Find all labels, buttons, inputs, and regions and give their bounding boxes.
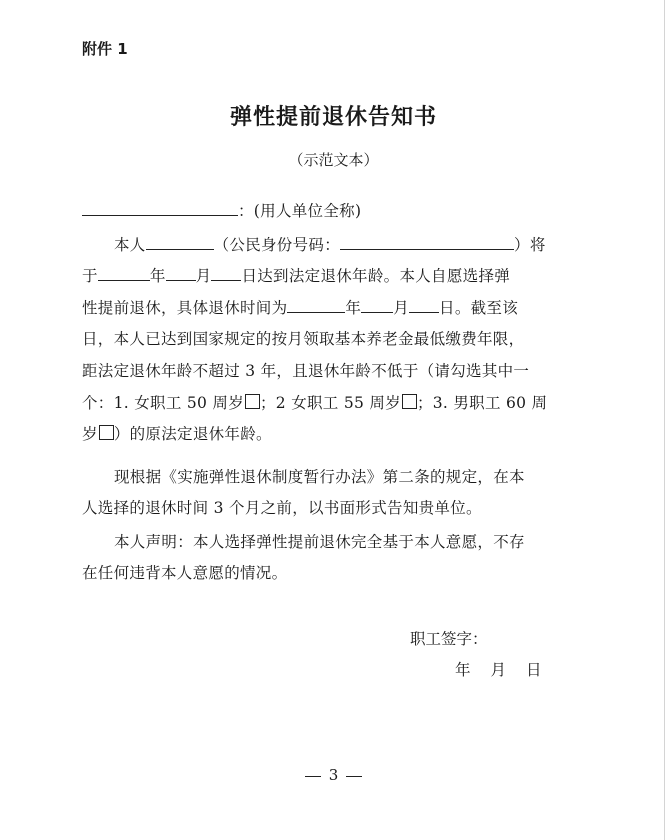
- retire-month-blank[interactable]: [361, 298, 393, 313]
- para1-line3: [82, 296, 518, 318]
- option3-checkbox[interactable]: [99, 425, 114, 440]
- text-segment: 本人: [114, 236, 146, 254]
- para2-line2: 人选择的退休时间 3 个月之前，以书面形式告知贵单位。: [82, 499, 482, 517]
- text-segment: 于: [82, 267, 98, 285]
- text-segment: 日达到法定退休年龄。本人自愿选择弹: [241, 267, 511, 285]
- text-segment: ；3. 男职工 60 周: [416, 394, 548, 412]
- text-segment: 性提前退休，具体退休时间为: [82, 299, 288, 317]
- para3-line2: 在任何违背本人意愿的情况。: [82, 564, 288, 582]
- id-number-blank[interactable]: [340, 235, 514, 250]
- retire-year-blank[interactable]: [287, 298, 345, 313]
- legal-year-blank[interactable]: [98, 266, 150, 281]
- date-day-label: 日: [526, 661, 542, 679]
- para2-line1: 现根据《实施弹性退休制度暂行办法》第二条的规定，在本: [114, 468, 525, 486]
- document-subtitle: （示范文本）: [288, 151, 379, 169]
- para3-line1: 本人声明：本人选择弹性提前退休完全基于本人意愿，不存: [114, 533, 525, 551]
- document-title: 弹性提前退休告知书: [229, 105, 437, 130]
- date-year-label: 年: [455, 661, 471, 679]
- text-segment: 年: [345, 299, 362, 317]
- text-segment: ）的原法定退休年龄。: [113, 425, 272, 443]
- text-segment: 岁: [82, 425, 98, 443]
- date-month-label: 月: [490, 661, 507, 679]
- para1-line7: [82, 422, 272, 444]
- option1-checkbox[interactable]: [245, 394, 260, 409]
- dash-right: [346, 776, 362, 777]
- retire-day-blank[interactable]: [409, 298, 439, 313]
- text-segment: ）将: [514, 236, 546, 254]
- para1-line6: [82, 391, 547, 413]
- employer-name-blank[interactable]: [82, 201, 238, 216]
- attachment-label: 附件 1: [82, 40, 128, 58]
- text-segment: ；2 女职工 55 周岁: [260, 394, 401, 412]
- text-segment: 个：1. 女职工 50 周岁: [82, 394, 244, 412]
- option2-checkbox[interactable]: [402, 394, 417, 409]
- text-segment: （公民身份号码：: [213, 236, 341, 254]
- name-blank[interactable]: [146, 235, 214, 250]
- page-number-value: 3: [328, 766, 339, 784]
- signature-date: [455, 658, 562, 680]
- signature-label: 职工签字：: [410, 630, 488, 648]
- para1-line4: 日，本人已达到国家规定的按月领取基本养老金最低缴费年限，: [82, 330, 525, 348]
- page-number: [0, 766, 667, 784]
- text-segment: 年: [149, 267, 166, 285]
- text-segment: 日。截至该: [439, 299, 519, 317]
- dash-left: [305, 776, 321, 777]
- legal-month-blank[interactable]: [166, 266, 196, 281]
- para1-line2: [82, 264, 510, 286]
- text-segment: 月: [195, 267, 212, 285]
- employer-suffix: ：(用人单位全称): [238, 202, 362, 220]
- legal-day-blank[interactable]: [211, 266, 241, 281]
- para1-line1: [114, 233, 546, 255]
- para1-line5: 距法定退休年龄不超过 3 年，且退休年龄不低于（请勾选其中一: [82, 362, 530, 380]
- text-segment: 月: [393, 299, 410, 317]
- employer-line: [82, 199, 361, 221]
